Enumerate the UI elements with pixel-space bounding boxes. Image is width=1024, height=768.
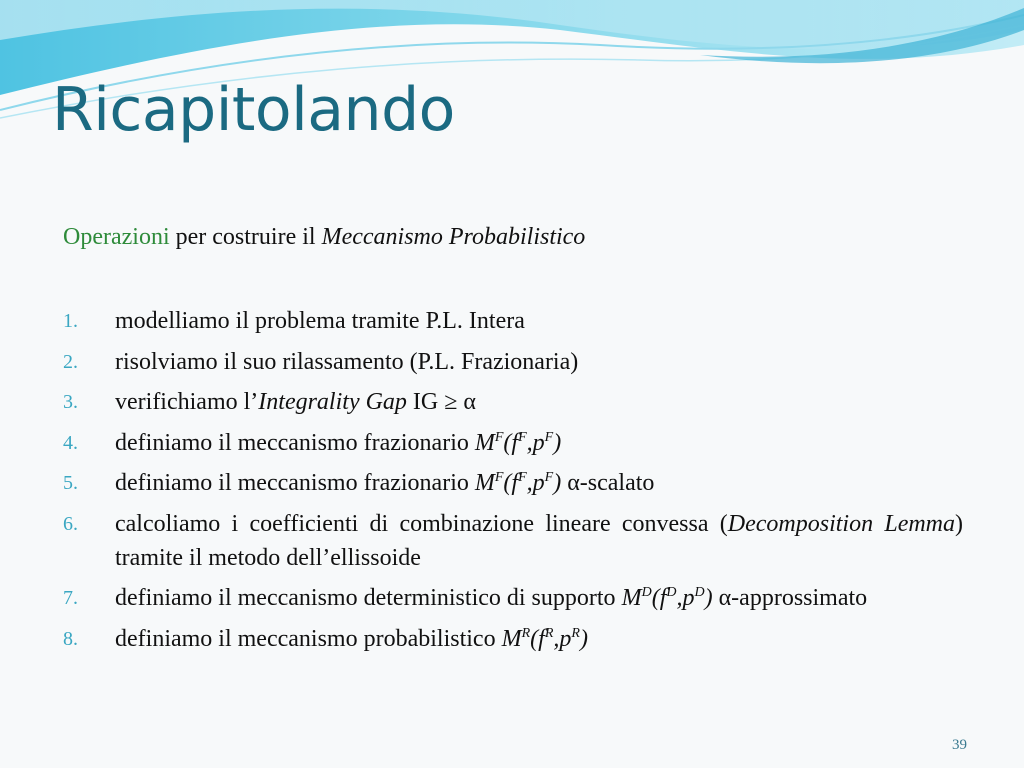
list-text: verifichiamo l’Integrality Gap IG ≥ α — [115, 389, 476, 415]
steps-list — [63, 304, 963, 662]
math-expression: $M^F(f^F,p^F)$ — [474, 429, 562, 456]
intro-text: per costruire il — [175, 224, 316, 250]
list-item — [63, 507, 963, 575]
list-number: 5. — [63, 472, 78, 494]
math-expression: $M^D(f^D,p^D)$ — [621, 585, 713, 611]
list-number: 1. — [63, 310, 78, 332]
list-item — [63, 345, 963, 379]
list-text: definiamo il meccanismo frazionario $M^F(f^F,p^F)$ — [115, 429, 562, 456]
list-number: 8. — [63, 627, 78, 650]
list-item — [63, 581, 963, 615]
list-number: 6. — [63, 512, 78, 535]
list-text: definiamo il meccanismo deterministico di supporto $M^D(f^D,p^D)$ α-approssimato — [115, 585, 868, 611]
intro-keyword: Operazioni — [63, 224, 170, 250]
math-expression: $M^R(f^R,p^R)$ — [501, 625, 588, 652]
list-number: 3. — [63, 391, 78, 413]
page-number: 39 — [952, 737, 967, 753]
list-text: risolviamo il suo rilassamento (P.L. Frazionaria) — [115, 348, 579, 375]
list-item — [63, 426, 963, 460]
math-expression: $M^F(f^F,p^F)$ — [474, 470, 562, 496]
list-item — [63, 385, 963, 419]
list-text: definiamo il meccanismo probabilistico $M^R(f^R,p^R)$ — [115, 625, 588, 652]
list-text: modelliamo il problema tramite P.L. Intera — [115, 308, 525, 334]
list-item — [63, 466, 963, 500]
list-number: 4. — [63, 431, 78, 454]
list-number: 2. — [63, 350, 78, 373]
list-item — [63, 622, 963, 656]
list-item — [63, 304, 963, 338]
intro-line — [63, 224, 585, 251]
list-text: definiamo il meccanismo frazionario $M^F(f^F,p^F)$ α-scalato — [115, 470, 655, 496]
intro-italic: Meccanismo Probabilistico — [321, 224, 586, 250]
list-number: 7. — [63, 587, 78, 609]
list-text: calcoliamo i coefficienti di combinazione lineare convessa (Decomposition Lemma) tramite il metodo dell’ellissoide — [115, 510, 964, 571]
slide-title: Ricapitolando — [52, 75, 455, 145]
